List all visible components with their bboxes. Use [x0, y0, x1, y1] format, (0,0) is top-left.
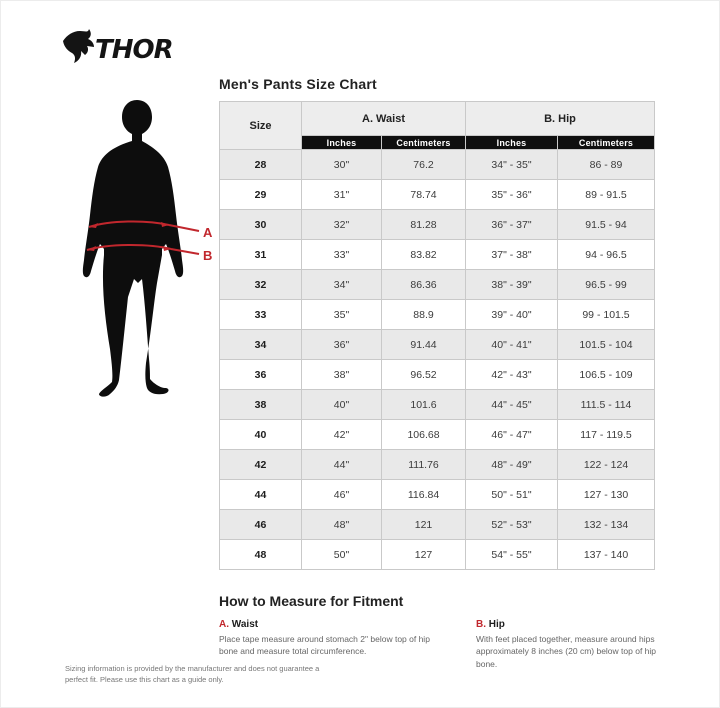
value-cell: 36" - 37"	[466, 210, 558, 240]
table-row	[220, 330, 655, 360]
subheader-waist-inches: Inches	[302, 136, 382, 150]
value-cell: 46"	[302, 480, 382, 510]
value-cell: 86.36	[382, 270, 466, 300]
size-cell: 40	[220, 420, 302, 450]
value-cell: 44" - 45"	[466, 390, 558, 420]
how-to-waist-letter: A.	[219, 619, 229, 630]
value-cell: 38" - 39"	[466, 270, 558, 300]
table-row	[220, 210, 655, 240]
how-to-hip-text: With feet placed together, measure around hips approximately 8 inches (20 cm) below top of hip bone.	[476, 634, 657, 669]
table-row	[220, 540, 655, 570]
value-cell: 37" - 38"	[466, 240, 558, 270]
column-group-waist: A. Waist	[302, 102, 466, 136]
subheader-hip-inches: Inches	[466, 136, 558, 150]
hip-line-label: B	[203, 248, 213, 263]
size-cell: 33	[220, 300, 302, 330]
value-cell: 122 - 124	[558, 450, 655, 480]
subheader-waist-centimeters: Centimeters	[382, 136, 466, 150]
size-cell: 42	[220, 450, 302, 480]
value-cell: 36"	[302, 330, 382, 360]
value-cell: 121	[382, 510, 466, 540]
value-cell: 46" - 47"	[466, 420, 558, 450]
size-cell: 44	[220, 480, 302, 510]
size-chart-table	[219, 101, 655, 570]
value-cell: 34" - 35"	[466, 150, 558, 180]
value-cell: 33"	[302, 240, 382, 270]
table-row	[220, 360, 655, 390]
column-group-hip: B. Hip	[466, 102, 655, 136]
value-cell: 132 - 134	[558, 510, 655, 540]
table-row	[220, 510, 655, 540]
how-to-hip-letter: B.	[476, 619, 486, 630]
value-cell: 52" - 53"	[466, 510, 558, 540]
value-cell: 91.44	[382, 330, 466, 360]
how-to-hip-label	[476, 619, 676, 630]
size-cell: 34	[220, 330, 302, 360]
subheader-hip-centimeters: Centimeters	[558, 136, 655, 150]
size-chart-section	[219, 76, 655, 570]
how-to-waist-text: Place tape measure around stomach 2" below top of hip bone and measure total circumference.	[219, 634, 430, 657]
table-row	[220, 240, 655, 270]
value-cell: 31"	[302, 180, 382, 210]
value-cell: 39" - 40"	[466, 300, 558, 330]
how-to-hip	[476, 619, 676, 670]
value-cell: 48" - 49"	[466, 450, 558, 480]
value-cell: 106.68	[382, 420, 466, 450]
table-row	[220, 300, 655, 330]
value-cell: 137 - 140	[558, 540, 655, 570]
value-cell: 96.5 - 99	[558, 270, 655, 300]
size-cell: 36	[220, 360, 302, 390]
value-cell: 48"	[302, 510, 382, 540]
value-cell: 111.76	[382, 450, 466, 480]
value-cell: 89 - 91.5	[558, 180, 655, 210]
value-cell: 116.84	[382, 480, 466, 510]
size-cell: 29	[220, 180, 302, 210]
size-cell: 46	[220, 510, 302, 540]
how-to-waist-name: Waist	[231, 619, 259, 630]
value-cell: 54" - 55"	[466, 540, 558, 570]
how-to-hip-name: Hip	[488, 619, 505, 630]
table-row	[220, 480, 655, 510]
value-cell: 106.5 - 109	[558, 360, 655, 390]
value-cell: 99 - 101.5	[558, 300, 655, 330]
value-cell: 96.52	[382, 360, 466, 390]
value-cell: 76.2	[382, 150, 466, 180]
thor-logo	[61, 27, 191, 71]
table-row	[220, 390, 655, 420]
measurement-figure	[49, 97, 239, 407]
how-to-measure-section	[219, 593, 679, 670]
value-cell: 94 - 96.5	[558, 240, 655, 270]
table-row	[220, 450, 655, 480]
value-cell: 50"	[302, 540, 382, 570]
thor-helmet-icon	[61, 27, 191, 71]
size-cell: 48	[220, 540, 302, 570]
table-row	[220, 150, 655, 180]
value-cell: 40"	[302, 390, 382, 420]
value-cell: 83.82	[382, 240, 466, 270]
value-cell: 88.9	[382, 300, 466, 330]
value-cell: 101.5 - 104	[558, 330, 655, 360]
value-cell: 127 - 130	[558, 480, 655, 510]
value-cell: 50" - 51"	[466, 480, 558, 510]
size-cell: 28	[220, 150, 302, 180]
value-cell: 111.5 - 114	[558, 390, 655, 420]
value-cell: 32"	[302, 210, 382, 240]
value-cell: 81.28	[382, 210, 466, 240]
value-cell: 117 - 119.5	[558, 420, 655, 450]
value-cell: 40" - 41"	[466, 330, 558, 360]
size-cell: 38	[220, 390, 302, 420]
value-cell: 127	[382, 540, 466, 570]
value-cell: 34"	[302, 270, 382, 300]
svg-text:THOR: THOR	[95, 35, 173, 65]
table-row	[220, 420, 655, 450]
value-cell: 35" - 36"	[466, 180, 558, 210]
table-row	[220, 270, 655, 300]
value-cell: 101.6	[382, 390, 466, 420]
size-cell: 30	[220, 210, 302, 240]
value-cell: 42" - 43"	[466, 360, 558, 390]
size-cell: 31	[220, 240, 302, 270]
value-cell: 86 - 89	[558, 150, 655, 180]
column-header-size: Size	[220, 102, 302, 150]
how-to-waist-label	[219, 619, 444, 630]
value-cell: 78.74	[382, 180, 466, 210]
table-row	[220, 180, 655, 210]
page-title: Men's Pants Size Chart	[219, 76, 377, 92]
value-cell: 42"	[302, 420, 382, 450]
value-cell: 30"	[302, 150, 382, 180]
value-cell: 44"	[302, 450, 382, 480]
waist-line-label: A	[203, 225, 213, 240]
size-cell: 32	[220, 270, 302, 300]
value-cell: 38"	[302, 360, 382, 390]
how-to-title: How to Measure for Fitment	[219, 593, 404, 609]
value-cell: 91.5 - 94	[558, 210, 655, 240]
value-cell: 35"	[302, 300, 382, 330]
sizing-disclaimer: Sizing information is provided by the manufacturer and does not guarantee a perfect fit. Please use this chart as a guide only.	[65, 664, 320, 685]
